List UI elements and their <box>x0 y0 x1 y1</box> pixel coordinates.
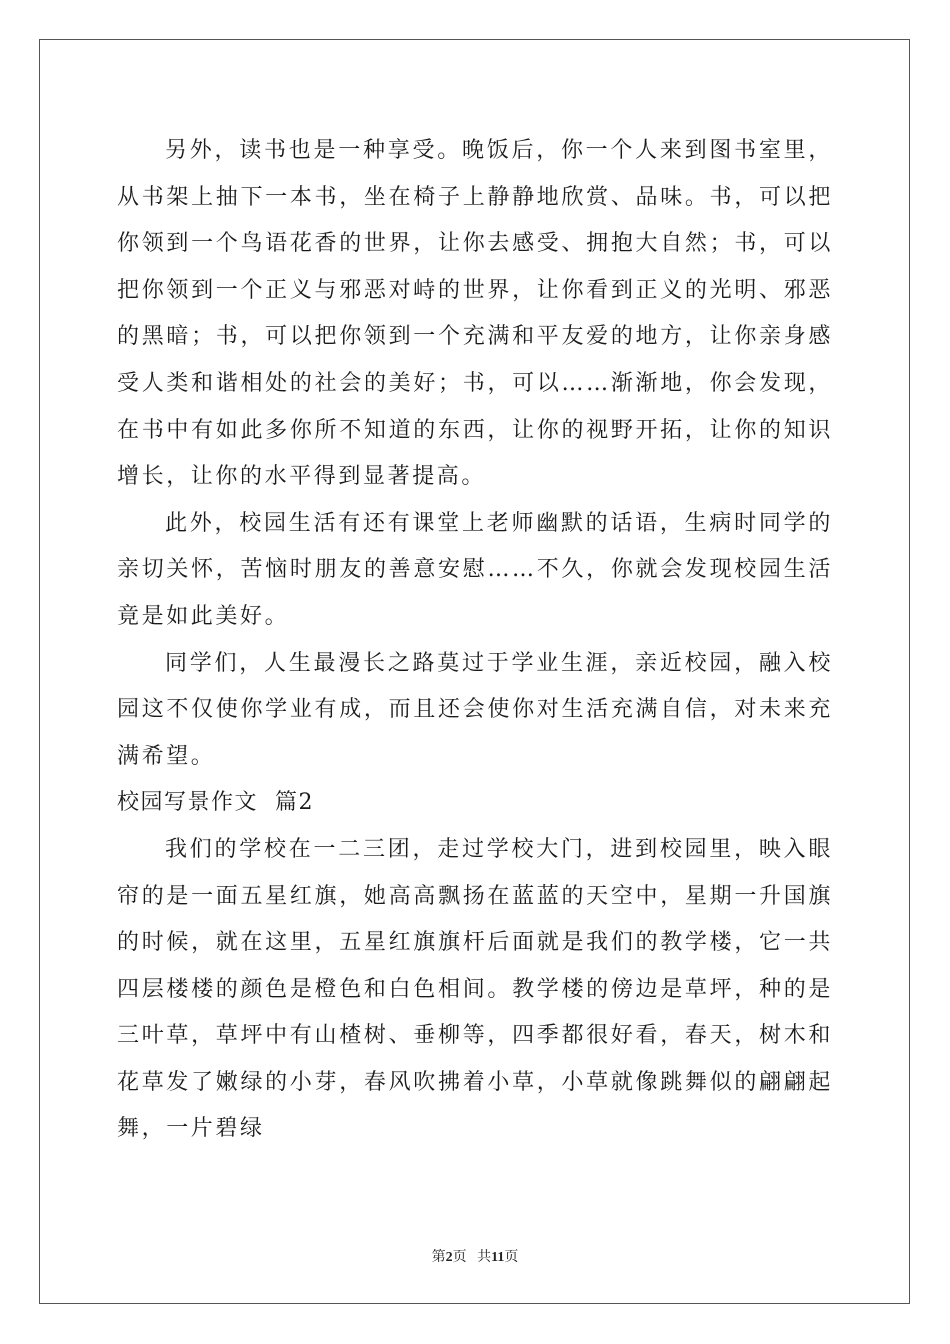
page-footer <box>0 1246 950 1266</box>
footer-page-prefix: 第 <box>431 1250 446 1265</box>
footer-page-current: 2 <box>445 1250 453 1265</box>
footer-total-prefix: 共 <box>477 1250 492 1265</box>
footer-page-total: 11 <box>491 1250 505 1265</box>
paragraph-school-description: 我们的学校在一二三团，走过学校大门，进到校园里，映入眼帘的是一面五星红旗，她高高飘扬在蓝蓝的天空中，星期一升国旗的时候，就在这里，五星红旗旗杆后面就是我们的教学楼，它一共四层楼楼的颜色是橙色和白色相间。教学楼的傍边是草坪，种的是三叶草，草坪中有山楂树、垂柳等，四季都很好看，春天，树木和花草发了嫩绿的小芽，春风吹拂着小草，小草就像跳舞似的翩翩起舞，一片碧绿 <box>117 836 833 1142</box>
section-title: 校园写景作文 篇2 <box>117 790 314 816</box>
paragraph-reading: 另外，读书也是一种享受。晚饭后，你一个人来到图书室里，从书架上抽下一本书，坐在椅子上静静地欣赏、品味。书，可以把你领到一个鸟语花香的世界，让你去感受、拥抱大自然；书，可以把你领到一个正义与邪恶对峙的世界，让你看到正义的光明、邪恶的黑暗；书，可以把你领到一个充满和平友爱的地方，让你亲身感受人类和谐相处的社会的美好；书，可以……渐渐地，你会发现，在书中有如此多你所不知道的东西，让你的视野开拓，让你的知识增长，让你的水平得到显著提高。 <box>117 138 833 490</box>
footer-page-suffix: 页 <box>452 1250 467 1265</box>
paragraph-conclusion: 同学们，人生最漫长之路莫过于学业生涯，亲近校园，融入校园这不仅使你学业有成，而且还会使你对生活充满自信，对未来充满希望。 <box>117 650 833 769</box>
footer-total-suffix: 页 <box>504 1250 519 1265</box>
paragraph-campus-life: 此外，校园生活有还有课堂上老师幽默的话语，生病时同学的亲切关怀，苦恼时朋友的善意安慰……不久，你就会发现校园生活竟是如此美好。 <box>117 510 833 629</box>
document-body <box>117 128 833 1153</box>
